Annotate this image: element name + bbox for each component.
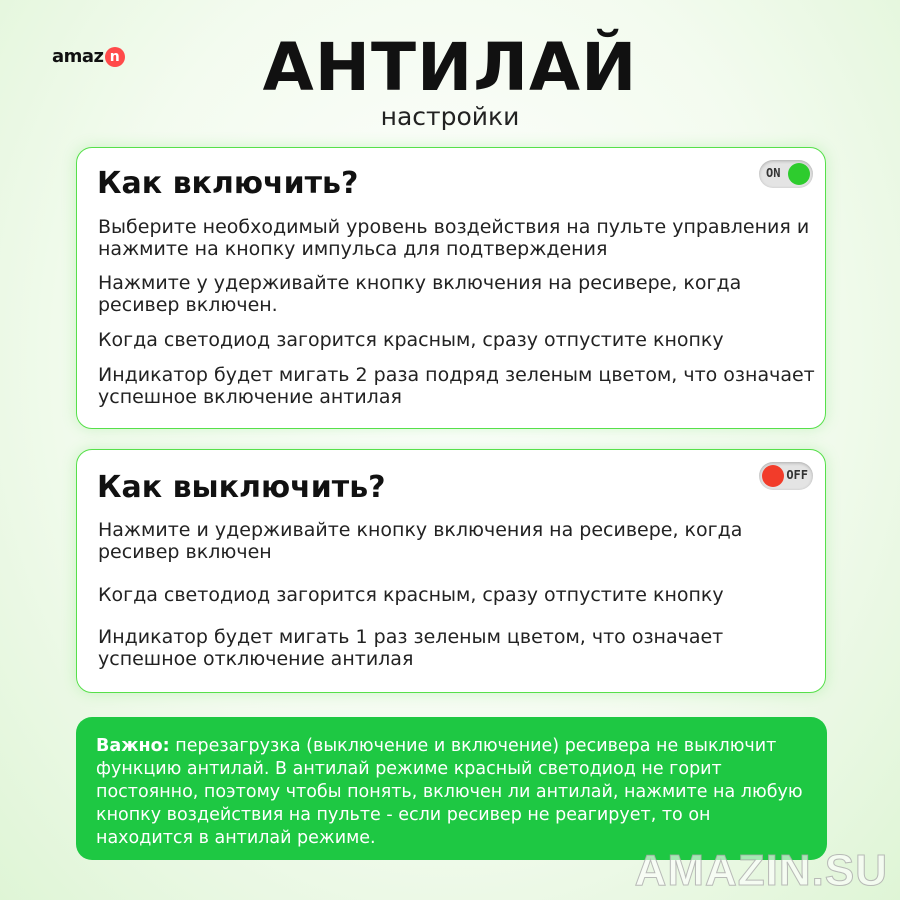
enable-card [76,147,826,429]
note-text: перезагрузка (выключение и включение) ресивера не выключит функцию антилай. В антилай режиме красный светодиод не горит постоянно, поэтому чтобы понять, включен ли антилай, нажмите на любую кнопку воздействия на пульте - если ресивер не реагирует, то он находится в антилай режиме. [96,736,803,848]
green-knob-icon [788,163,810,185]
on-toggle-icon [759,160,813,188]
off-toggle-icon [759,462,813,490]
disable-step-2: Когда светодиод загорится красным, сразу отпустите кнопку [98,584,724,606]
off-toggle-label: OFF [786,468,808,482]
disable-step-3: Индикатор будет мигать 1 раз зеленым цветом, что означает успешное отключение антилая [98,626,724,670]
enable-step-4: Индикатор будет мигать 2 раза подряд зеленым цветом, что означает успешное включение антилая [98,364,815,408]
watermark: AMAZIN.SU [634,846,888,895]
disable-card [76,449,826,693]
logo-text: amaz [52,46,104,67]
enable-heading: Как включить? [97,166,359,201]
important-note [76,717,827,860]
page-title: АНТИЛАЙ [262,29,638,106]
enable-step-1: Выберите необходимый уровень воздействия на пульте управления и нажмите на кнопку импульса для подтверждения [98,216,810,260]
on-toggle-label: ON [766,166,781,180]
disable-heading: Как выключить? [97,470,386,505]
page-subtitle: настройки [380,102,520,131]
enable-step-3: Когда светодиод загорится красным, сразу отпустите кнопку [98,329,724,351]
note-label: Важно: [96,736,170,756]
red-knob-icon [762,465,784,487]
enable-step-2: Нажмите у удерживайте кнопку включения на ресивере, когда ресивер включен. [98,272,742,316]
logo-mark-icon: n [105,47,125,67]
disable-step-1: Нажмите и удерживайте кнопку включения на ресивере, когда ресивер включен [98,519,743,563]
